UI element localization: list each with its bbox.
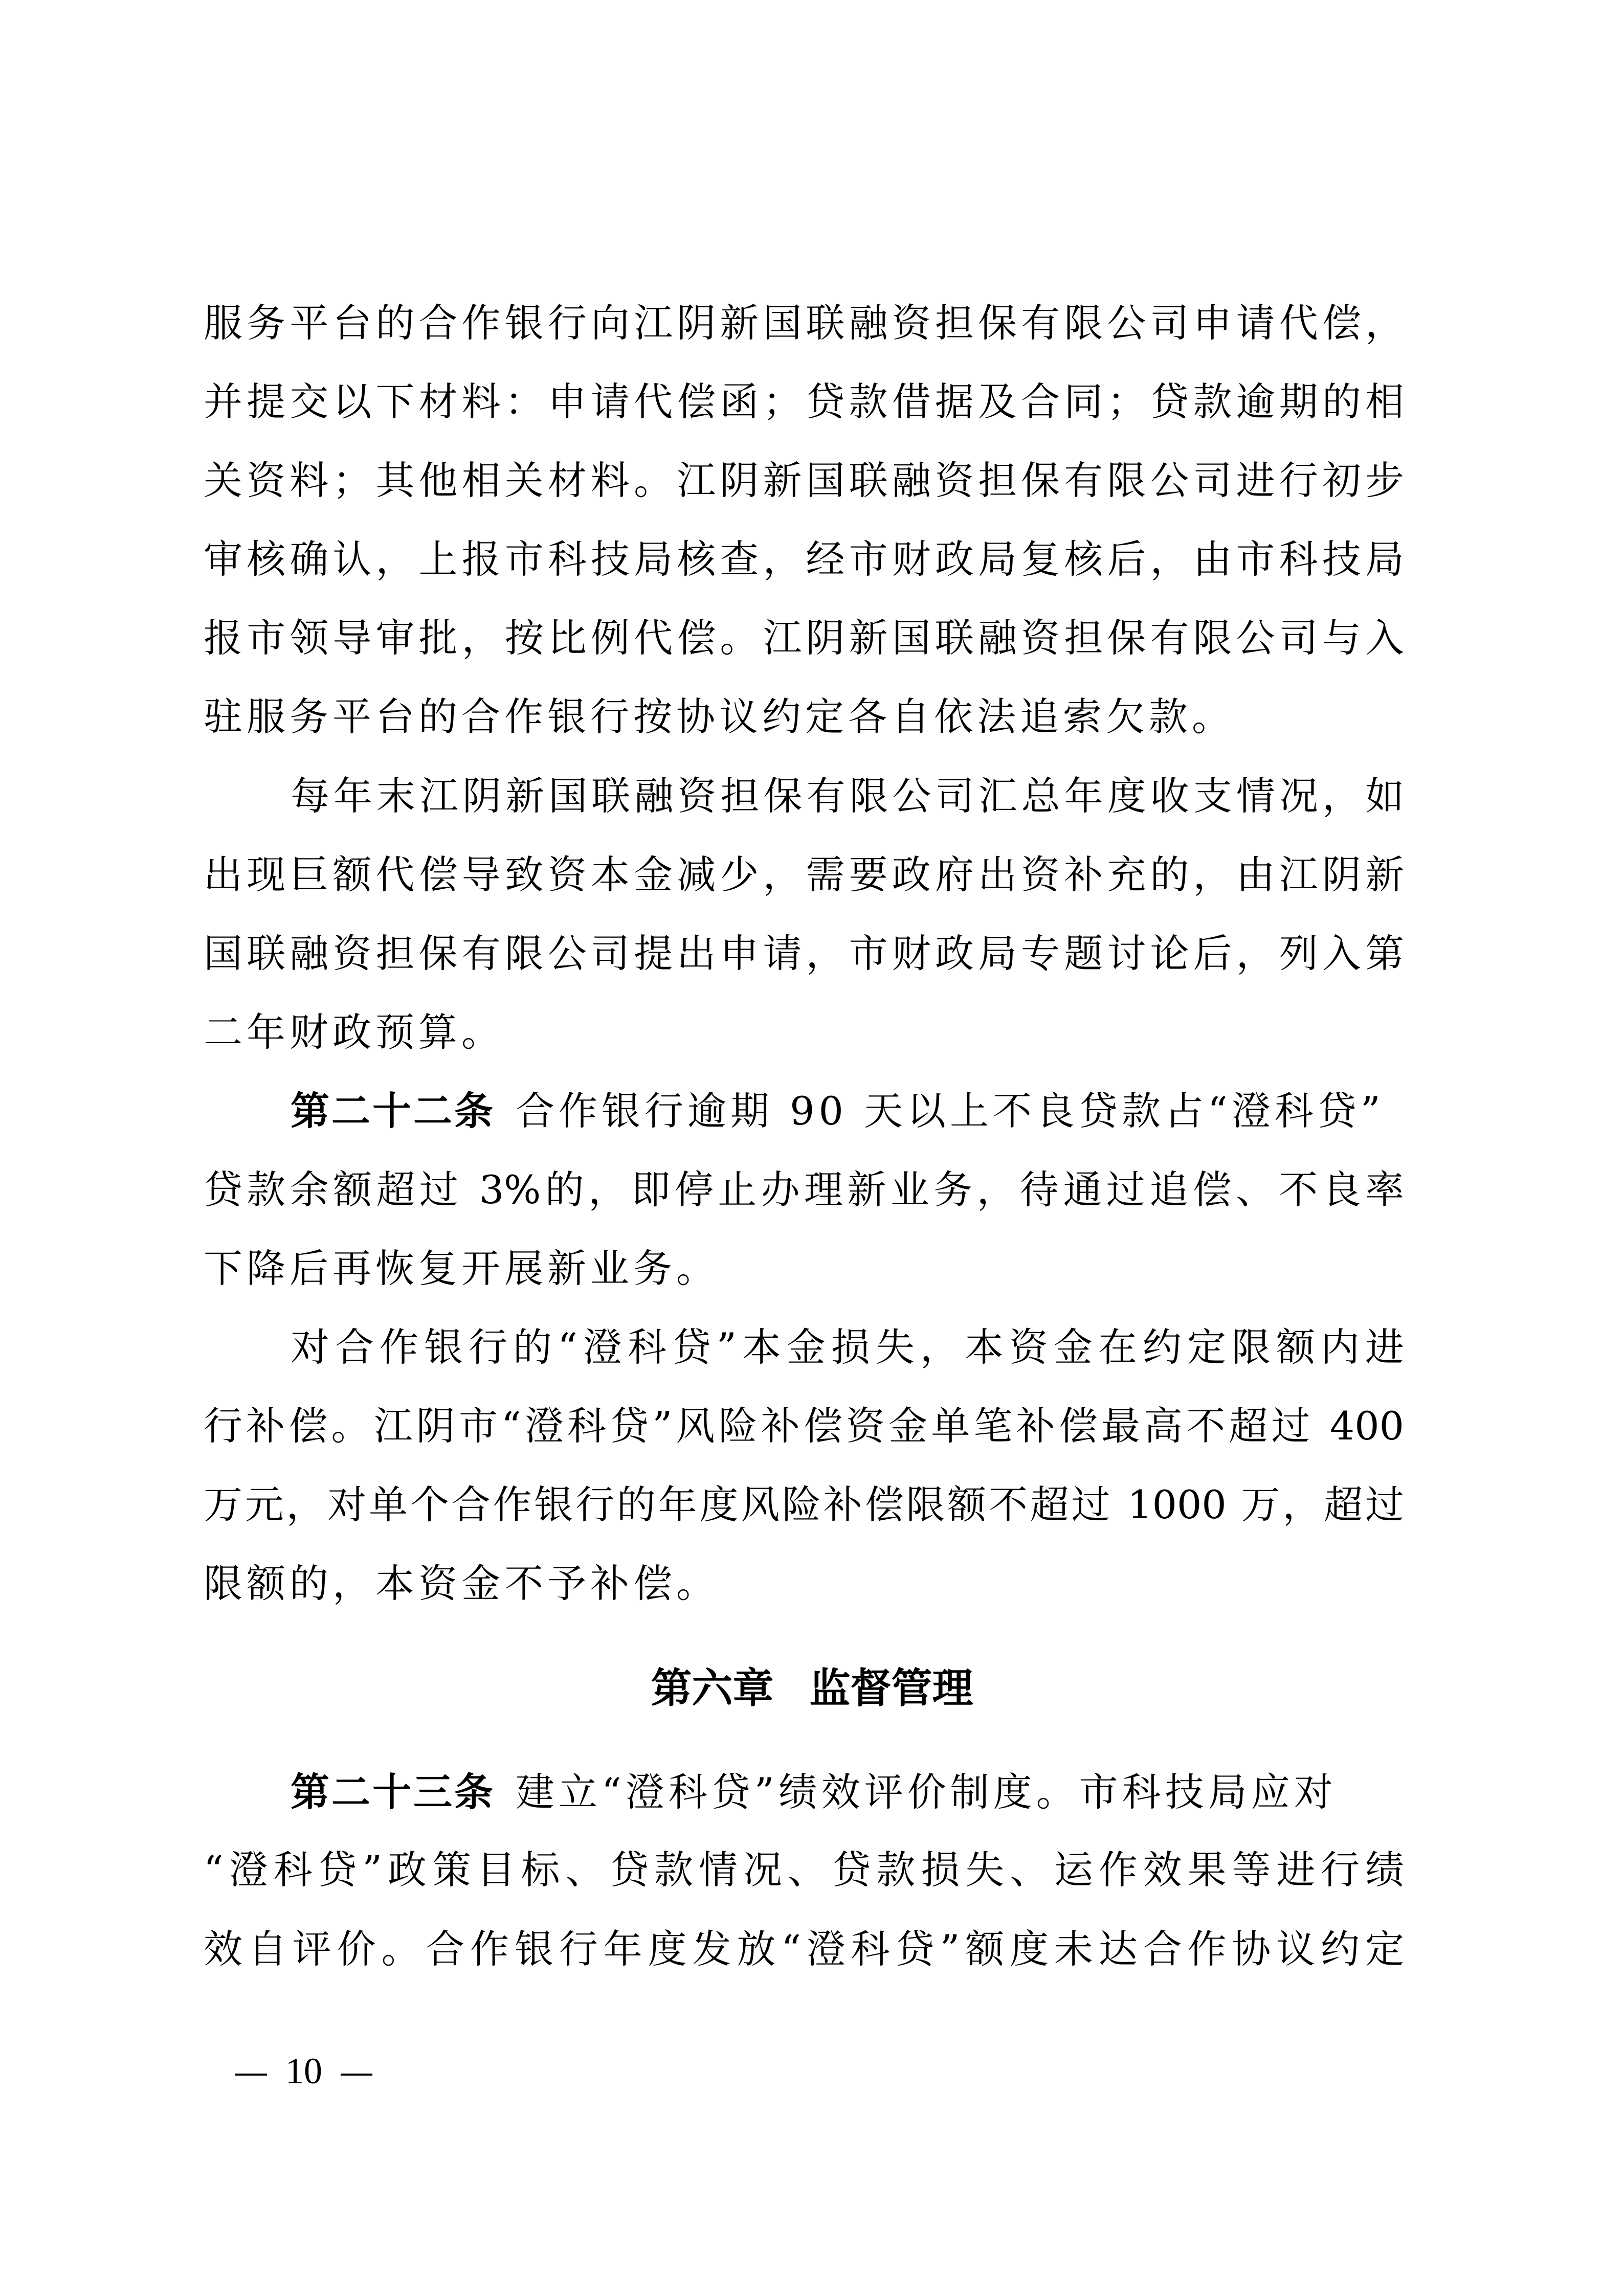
- body-line: 行补偿。江阴市“澄科贷”风险补偿资金单笔补偿最高不超过 400: [204, 1403, 1404, 1449]
- body-line: 贷款余额超过 3%的，即停止办理新业务，待通过追偿、不良率: [204, 1167, 1404, 1212]
- dash-left: [235, 2074, 267, 2076]
- body-line: 出现巨额代偿导致资本金减少，需要政府出资补充的，由江阴新: [204, 852, 1404, 897]
- page-number-footer: [235, 2045, 391, 2097]
- body-line: 审核确认，上报市科技局核查，经市财政局复核后，由市科技局: [204, 536, 1404, 582]
- article-22-label: 第二十二条: [291, 1088, 495, 1134]
- page-number: 10: [285, 2051, 322, 2091]
- body-line: 限额的，本资金不予补偿。: [204, 1561, 719, 1606]
- body-line: “澄科贷”政策目标、贷款情况、贷款损失、运作效果等进行绩: [204, 1847, 1404, 1893]
- body-line: 效自评价。合作银行年度发放“澄科贷”额度未达合作协议约定: [204, 1926, 1404, 1972]
- body-line: 关资料；其他相关材料。江阴新国联融资担保有限公司进行初步: [204, 458, 1404, 503]
- body-line: 下降后再恢复开展新业务。: [204, 1246, 719, 1291]
- article-22-line: [291, 1083, 1404, 1139]
- article-23-label: 第二十三条: [291, 1769, 495, 1815]
- body-line: 对合作银行的“澄科贷”本金损失，本资金在约定限额内进: [291, 1324, 1404, 1370]
- body-line: 二年财政预算。: [204, 1009, 504, 1055]
- article-23-text: 建立“澄科贷”绩效评价制度。市科技局应对: [516, 1769, 1337, 1815]
- body-line: 服务平台的合作银行向江阴新国联融资担保有限公司申请代偿，: [204, 300, 1404, 346]
- body-line: 驻服务平台的合作银行按协议约定各自依法追索欠款。: [204, 694, 1235, 739]
- article-23-line: [291, 1764, 1404, 1820]
- chapter-number: 第六章: [651, 1664, 774, 1712]
- article-22-text: 合作银行逾期 90 天以上不良贷款占“澄科贷”: [516, 1088, 1385, 1134]
- dash-right: [341, 2074, 372, 2076]
- chapter-heading: [0, 1660, 1624, 1717]
- body-line: 每年末江阴新国联融资担保有限公司汇总年度收支情况，如: [291, 773, 1404, 819]
- body-line: 并提交以下材料：申请代偿函；贷款借据及合同；贷款逾期的相: [204, 379, 1404, 424]
- body-line: 万元，对单个合作银行的年度风险补偿限额不超过 1000 万，超过: [204, 1482, 1404, 1527]
- chapter-title-text: 监督管理: [809, 1664, 973, 1712]
- body-line: 国联融资担保有限公司提出申请，市财政局专题讨论后，列入第: [204, 931, 1404, 976]
- body-line: 报市领导审批，按比例代偿。江阴新国联融资担保有限公司与入: [204, 615, 1404, 661]
